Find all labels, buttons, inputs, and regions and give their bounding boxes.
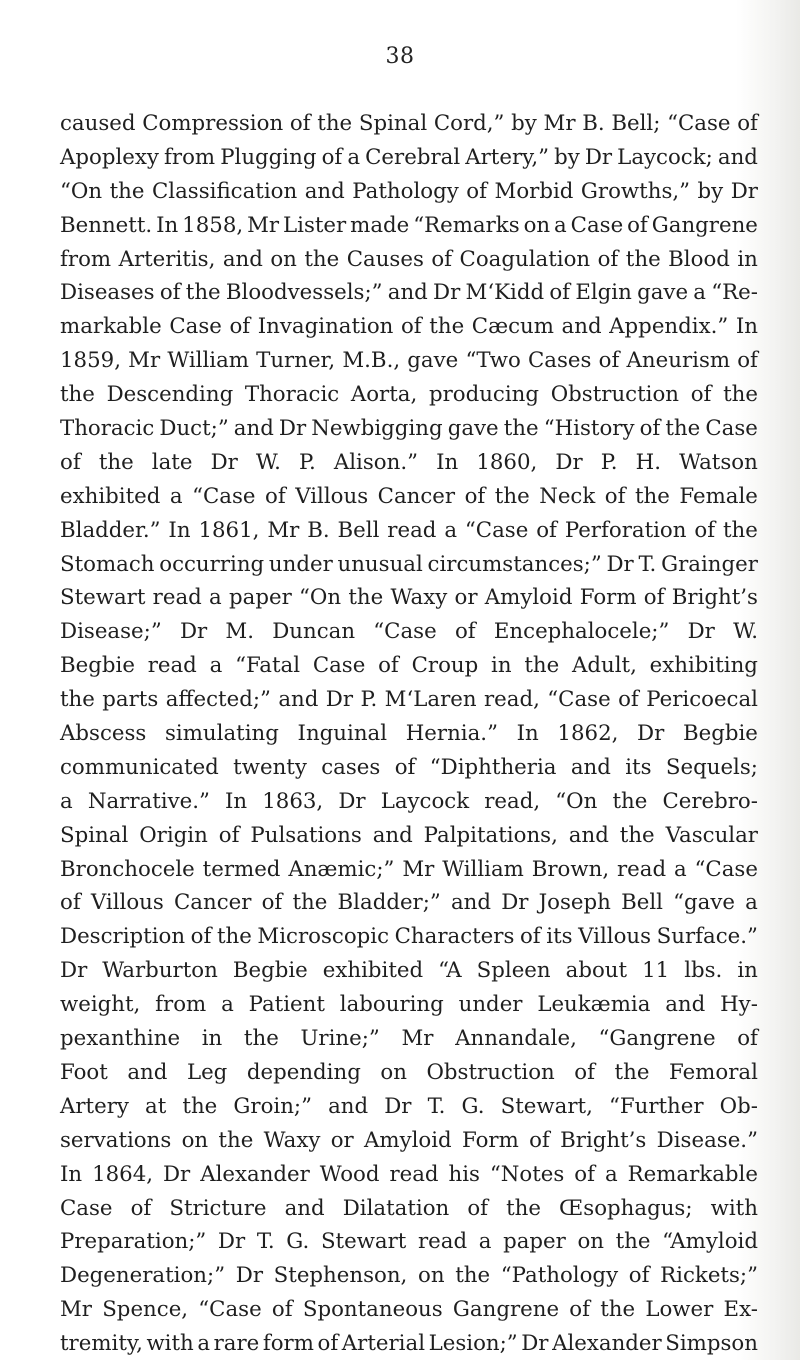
text-line: Bladder.” In 1861, Mr B. Bell read a “Case of Perforation of the — [60, 517, 758, 543]
text-line: Abscess simulating Inguinal Hernia.” In 1862, Dr Begbie — [60, 721, 758, 747]
text-line: Degeneration;” Dr Stephenson, on the “Pathology of Rickets;” — [60, 1263, 758, 1289]
text-line: of Villous Cancer of the Bladder;” and Dr Joseph Bell “gave a — [60, 890, 758, 916]
text-line: Stewart read a paper “On the Waxy or Amyloid Form of Bright’s — [60, 585, 758, 611]
text-line: Mr Spence, “Case of Spontaneous Gangrene of the Lower Ex- — [60, 1297, 758, 1323]
text-line: Apoplexy from Plugging of a Cerebral Artery,” by Dr Laycock; and — [60, 144, 758, 170]
text-line: Spinal Origin of Pulsations and Palpitations, and the Vascular — [60, 822, 758, 848]
text-line: pexanthine in the Urine;” Mr Annandale, “Gangrene of — [60, 1026, 758, 1052]
text-line: Begbie read a “Fatal Case of Croup in the Adult, exhibiting — [60, 653, 758, 679]
text-line: Thoracic Duct;” and Dr Newbigging gave the “History of the Case — [60, 416, 758, 442]
text-line: Foot and Leg depending on Obstruction of the Femoral — [60, 1059, 758, 1085]
text-line: Bronchocele termed Anæmic;” Mr William Brown, read a “Case — [60, 856, 758, 882]
text-line: weight, from a Patient labouring under Leukæmia and Hy- — [60, 992, 758, 1018]
text-line: markable Case of Invagination of the Cæcum and Appendix.” In — [60, 314, 758, 340]
text-line: Diseases of the Bloodvessels;” and Dr M‘Kidd of Elgin gave a “Re- — [60, 280, 758, 306]
text-line: of the late Dr W. P. Alison.” In 1860, Dr P. H. Watson — [60, 449, 758, 475]
page-number: 38 — [385, 44, 415, 69]
text-line: Bennett. In 1858, Mr Lister made “Remarks on a Case of Gangrene — [60, 212, 758, 238]
text-line: a Narrative.” In 1863, Dr Laycock read, “On the Cerebro- — [60, 788, 758, 814]
text-line: the parts affected;” and Dr P. M‘Laren read, “Case of Pericoecal — [60, 687, 758, 713]
text-line: Preparation;” Dr T. G. Stewart read a paper on the “Amyloid — [60, 1229, 758, 1255]
text-line: servations on the Waxy or Amyloid Form of Bright’s Disease.” — [60, 1127, 758, 1153]
text-line: 1859, Mr William Turner, M.B., gave “Two Cases of Aneurism of — [60, 348, 758, 374]
text-line: “On the Classification and Pathology of Morbid Growths,” by Dr — [60, 178, 758, 204]
text-line: In 1864, Dr Alexander Wood read his “Notes of a Remarkable — [60, 1161, 758, 1187]
text-line: the Descending Thoracic Aorta, producing Obstruction of the — [60, 382, 758, 408]
text-line: Artery at the Groin;” and Dr T. G. Stewart, “Further Ob- — [60, 1093, 758, 1119]
text-line: Dr Warburton Begbie exhibited “A Spleen about 11 lbs. in — [60, 958, 758, 984]
body-text — [60, 107, 758, 1361]
text-line: tremity, with a rare form of Arterial Lesion;” Dr Alexander Simpson — [60, 1331, 758, 1357]
text-line: from Arteritis, and on the Causes of Coagulation of the Blood in — [60, 246, 758, 272]
text-line: communicated twenty cases of “Diphtheria and its Sequels; — [60, 754, 758, 780]
text-line: Disease;” Dr M. Duncan “Case of Encephalocele;” Dr W. — [60, 619, 758, 645]
text-line: Case of Stricture and Dilatation of the Œsophagus; with — [60, 1195, 758, 1221]
text-line: Stomach occurring under unusual circumstances;” Dr T. Grainger — [60, 551, 758, 577]
text-line: caused Compression of the Spinal Cord,” by Mr B. Bell; “Case of — [60, 111, 758, 136]
text-line: exhibited a “Case of Villous Cancer of the Neck of the Female — [60, 483, 758, 509]
text-line: Description of the Microscopic Characters of its Villous Surface.” — [60, 924, 758, 950]
